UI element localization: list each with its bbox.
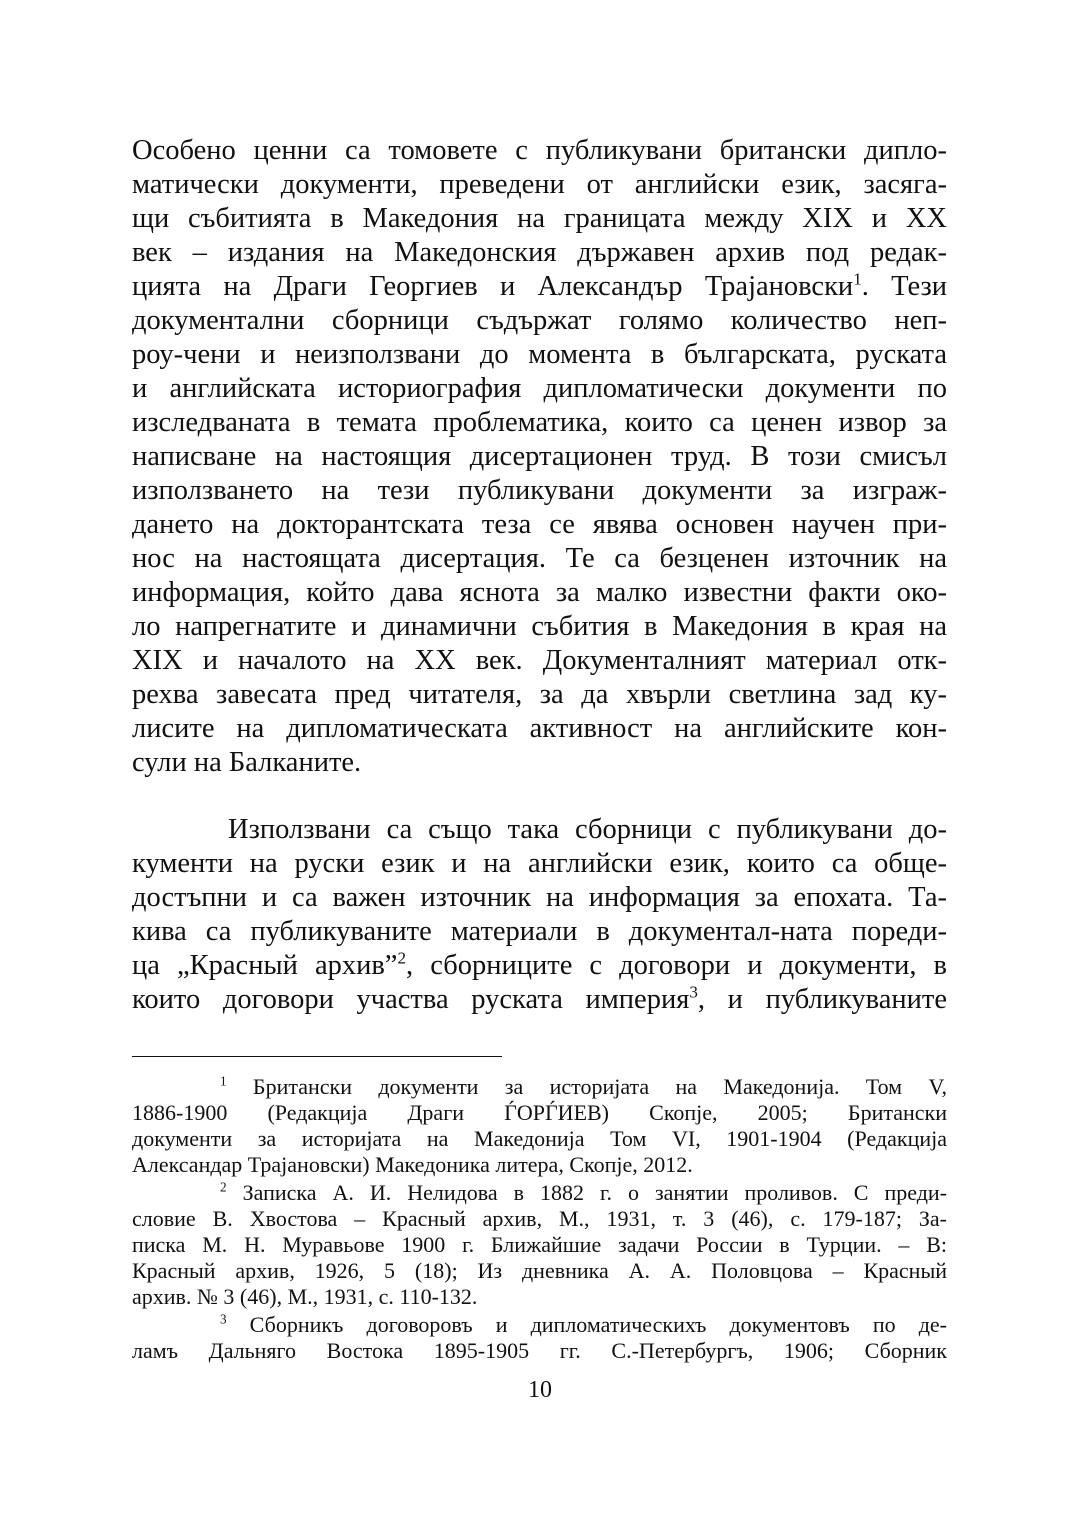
body-line: изследваната в темата проблематика, които са ценен извор за	[132, 407, 947, 438]
body-text: . Тези	[861, 271, 948, 302]
body-line: лисите на дипломатическата активност на английските кон-	[132, 713, 947, 744]
footnote-line: Красный архив, 1926, 5 (18); Из дневника А. А. Половцова – Красный	[132, 1258, 947, 1283]
footnote-number-2: 2	[220, 1179, 227, 1195]
body-text: , сборниците с договори и документи, в	[406, 950, 947, 981]
footnote-text: Сборникъ договоровъ и дипломатическихъ документовъ по де-	[226, 1312, 947, 1337]
body-text: ца „Красный архив”	[132, 950, 398, 981]
body-text: , и публикуваните	[697, 984, 947, 1015]
footnote-line: Александар Трајановски) Македоника литера, Скопје, 2012.	[132, 1152, 693, 1177]
body-line: Особено ценни са томовете с публикувани британски дипло-	[132, 135, 947, 166]
body-line: ло напрегнатите и динамични събития в Македония в края на	[132, 611, 947, 642]
body-line: роу-чени и неизползвани до момента в българската, руската	[132, 339, 947, 370]
body-line: информация, който дава яснота за малко известни факти око-	[132, 577, 947, 608]
body-line: кументи на руски език и на английски език, които са обще-	[132, 848, 947, 879]
body-text: които договори участва руската империя	[132, 984, 690, 1015]
body-text: цията на Драги Георгиев и Александър Трајановски	[132, 271, 854, 302]
body-line: Използвани са също така сборници с публикувани до-	[228, 814, 947, 845]
body-line: щи събитията в Македония на границата между XIX и XX	[132, 203, 947, 234]
body-line-with-footnote-ref	[132, 983, 947, 1017]
body-line: кива са публикуваните материали в документал-ната пореди-	[132, 916, 947, 947]
footnote-number-3: 3	[220, 1311, 227, 1327]
footnote-line: архив. № 3 (46), М., 1931, с. 110-132.	[132, 1284, 478, 1309]
footnote-ref-3: 3	[689, 982, 698, 1002]
body-line: достъпни и са важен източник на информация за епохата. Та-	[132, 882, 947, 913]
footnote-1-line	[220, 1074, 947, 1100]
body-line-with-footnote-ref	[132, 270, 947, 304]
footnote-text: Британски документи за историјата на Македонија. Том V,	[226, 1074, 947, 1099]
footnote-ref-1: 1	[853, 269, 862, 289]
body-line: рехва завесата пред читателя, за да хвърли светлина зад ку-	[132, 679, 947, 710]
footnote-line: словие В. Хвостова – Красный архив, М., 1931, т. 3 (46), с. 179-187; За-	[132, 1206, 947, 1231]
footnote-line: писка М. Н. Муравьове 1900 г. Ближайшие задачи России в Турции. – В:	[132, 1232, 947, 1257]
footnote-separator	[132, 1056, 502, 1057]
page-number: 10	[528, 1377, 552, 1403]
footnote-ref-2: 2	[397, 948, 407, 968]
body-line: матически документи, преведени от английски език, засяга-	[132, 169, 947, 200]
footnote-number-1: 1	[220, 1073, 227, 1089]
footnote-line: 1886-1900 (Редакција Драги ЃОРЃИЕВ) Скопје, 2005; Британски	[132, 1100, 947, 1125]
footnote-3-line	[220, 1312, 947, 1338]
body-line: XIX и началото на XX век. Документалният материал отк-	[132, 645, 947, 676]
footnote-line: ламъ Дальняго Востока 1895-1905 гг. С.-Петербургъ, 1906; Сборник	[132, 1338, 947, 1363]
body-line: документални сборници съдържат голямо количество неп-	[132, 305, 947, 336]
body-line: използването на тези публикувани документи за изграж-	[132, 475, 947, 506]
body-line: написване на настоящия дисертационен труд. В този смисъл	[132, 441, 947, 472]
body-line: нос на настоящата дисертация. Те са безценен източник на	[132, 543, 947, 574]
body-line: дането на докторантската теза се явява основен научен при-	[132, 509, 947, 540]
footnote-text: Записка А. И. Нелидова в 1882 г. о занятии проливов. С преди-	[226, 1180, 947, 1205]
body-line: и английската историография дипломатически документи по	[132, 373, 947, 404]
footnote-2-line	[220, 1180, 947, 1206]
body-line-with-footnote-ref	[132, 949, 947, 983]
body-line: сули на Балканите.	[132, 747, 362, 778]
footnote-line: документи за историјата на Македонија Том VI, 1901-1904 (Редакција	[132, 1126, 947, 1151]
body-line: век – издания на Македонския държавен архив под редак-	[132, 237, 947, 268]
